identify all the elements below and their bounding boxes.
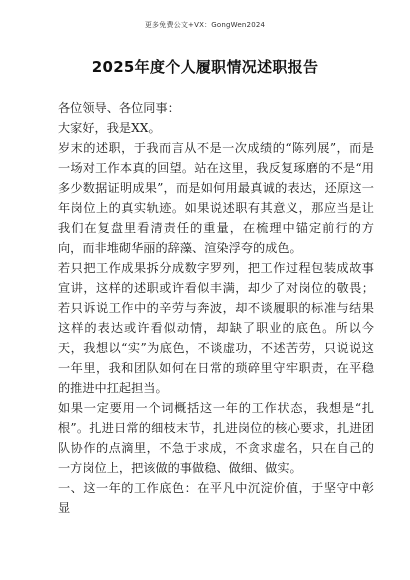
paragraph-2: 若只把工作成果拆分成数字罗列，把工作过程包装成故事宣讲，这样的述职或许看似丰满，却少了对岗位的敬畏；若只诉说工作中的辛劳与奔波，却不谈履职的标准与结果这样的表达或许看似动情，却缺了职业的底色。所以今天，我想以“实”为底色，不谈虚功，不述苦劳，只说说这一年里，我和团队如何在日常的琐碎里守牢职责，在平稳的推进中扛起担当。	[58, 261, 374, 395]
document-title: 2025年度个人履职情况述职报告	[91, 58, 319, 76]
header-note: 更多免费公文+VX：GongWen2024	[144, 21, 266, 29]
document-body	[58, 98, 374, 518]
greeting: 大家好，我是XX。	[58, 121, 161, 135]
salutation: 各位领导、各位同事：	[58, 101, 180, 115]
section-heading-1: 一、这一年的工作底色：在平凡中沉淀价值，于坚守中彰显	[58, 481, 374, 515]
paragraph-1: 岁末的述职，于我而言从不是一次成绩的“陈列展”，而是一场对工作本真的回望。站在这里，我反复琢磨的不是“用多少数据证明成果”，而是如何用最真诚的表达，还原这一年岗位上的真实轨迹。如果说述职有其意义，那应当是让我们在复盘里看清责任的重量，在梳理中锚定前行的方向，而非堆砌华丽的辞藻、渲染浮夸的成色。	[58, 141, 374, 255]
paragraph-3: 如果一定要用一个词概括这一年的工作状态，我想是“扎根”。扎进日常的细枝末节，扎进岗位的核心要求，扎进团队协作的点滴里，不急于求成，不贪求虚名，只在自己的一方岗位上，把该做的事做稳、做细、做实。	[58, 401, 374, 475]
